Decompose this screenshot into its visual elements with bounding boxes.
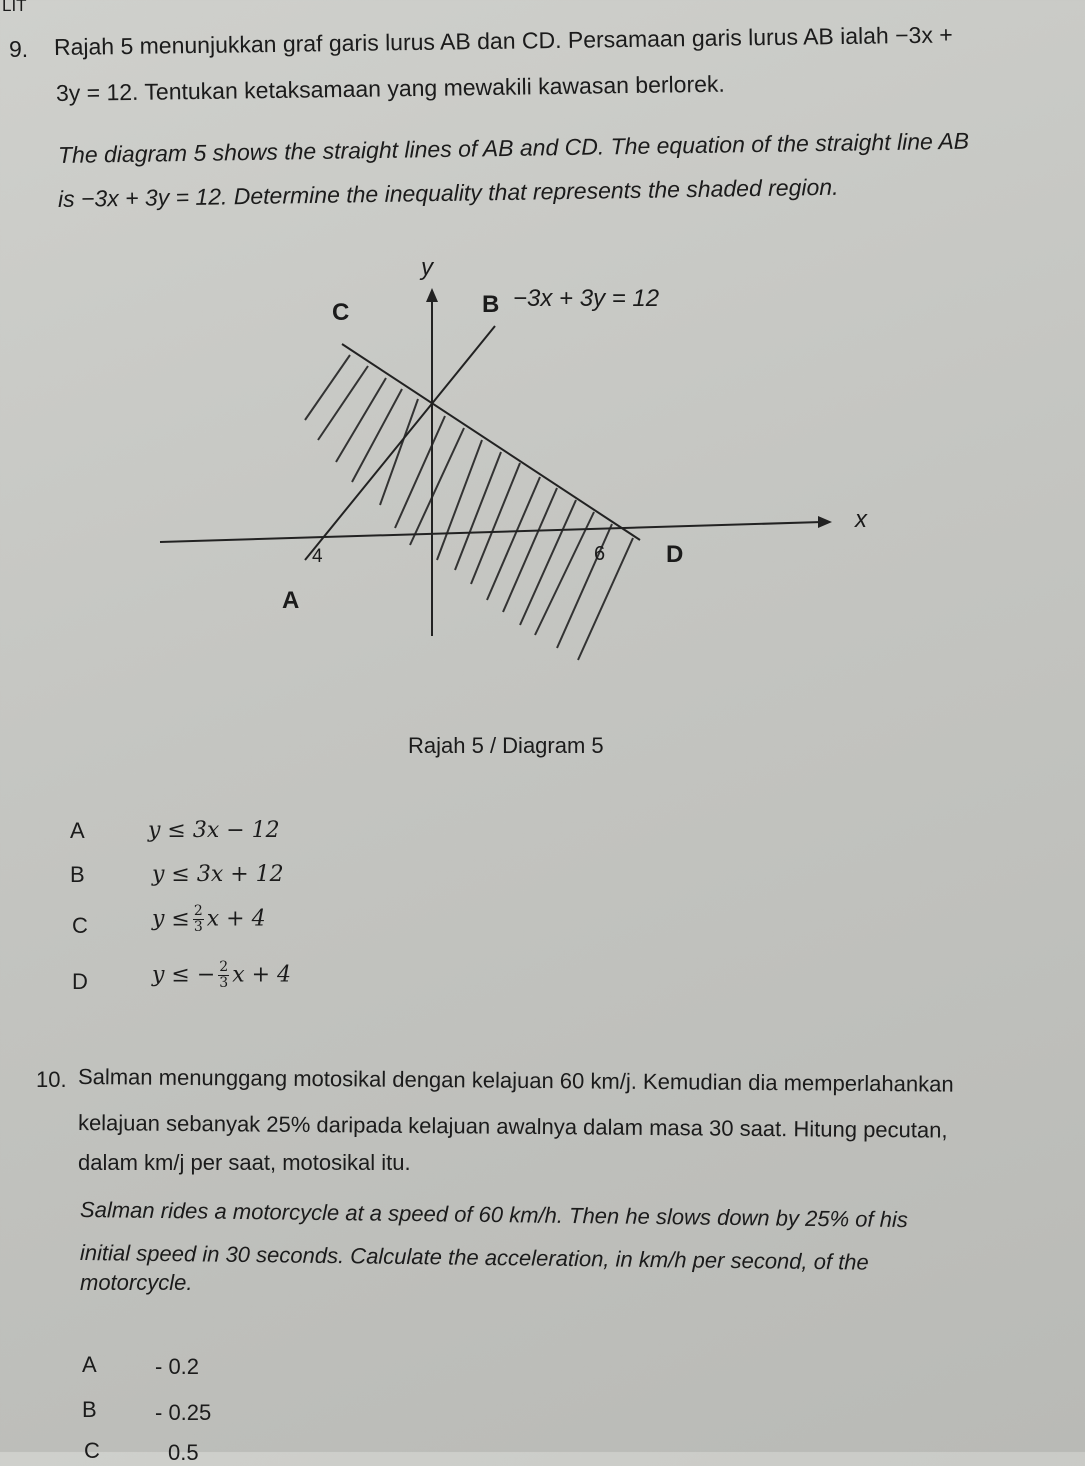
q10-english-line1: Salman rides a motorcycle at a speed of 60 km/h. Then he slows down by 25% of his	[79, 1197, 908, 1233]
line-cd	[342, 344, 640, 540]
q9-english-line1: The diagram 5 shows the straight lines of AB and CD. The equation of the straight line AB	[57, 127, 970, 168]
q9-malay-line1: Rajah 5 menunjukkan graf garis lurus AB dan CD. Persamaan garis lurus AB ialah −3x +	[53, 21, 953, 60]
x-axis	[160, 522, 822, 542]
diagram-caption: Rajah 5 / Diagram 5	[408, 733, 604, 758]
q10-option-c-value: 0.5	[168, 1440, 199, 1465]
point-c-label: C	[332, 299, 350, 326]
q9-option-d-letter: D	[72, 969, 88, 994]
q10-option-a-value: - 0.2	[155, 1354, 200, 1379]
q9-option-c-expr: y ≤ $\frac{2}{3}$ x + 4	[152, 903, 266, 935]
q9-option-b-expr: y ≤ 3x + 12	[152, 862, 284, 887]
q10-number: 10.	[36, 1067, 67, 1092]
q10-english-line2: initial speed in 30 seconds. Calculate the acceleration, in km/h per second, of the	[79, 1240, 869, 1275]
tick-6-label: 6	[594, 543, 606, 565]
q9-option-a-letter: A	[70, 818, 85, 843]
q9-option-a-expr: y ≤ 3x − 12	[148, 818, 280, 843]
line-ab	[305, 326, 495, 560]
x-axis-label: x	[855, 506, 867, 533]
q10-option-c-letter: C	[84, 1438, 100, 1463]
q9-number: 9.	[9, 36, 29, 62]
q10-option-b-value: - 0.25	[155, 1400, 212, 1425]
q9-malay-line2: 3y = 12. Tentukan ketaksamaan yang mewakili kawasan berlorek.	[55, 70, 725, 106]
q10-malay-line3: dalam km/j per saat, motosikal itu.	[78, 1150, 411, 1175]
q10-option-b-letter: B	[82, 1397, 97, 1422]
equation-label: −3x + 3y = 12	[513, 285, 660, 312]
q10-malay-line2: kelajuan sebanyak 25% daripada kelajuan awalnya dalam masa 30 saat. Hitung pecutan,	[77, 1110, 948, 1143]
q9-option-c-letter: C	[72, 913, 88, 938]
q10-malay-line1: Salman menunggang motosikal dengan kelajuan 60 km/j. Kemudian dia memperlahankan	[77, 1064, 954, 1097]
point-a-label: A	[282, 587, 300, 614]
point-b-label: B	[482, 291, 500, 318]
q9-option-b-letter: B	[70, 862, 85, 887]
tick-4-label: 4	[312, 546, 323, 567]
q10-option-a-letter: A	[82, 1352, 97, 1377]
q10-english-line3: motorcycle.	[80, 1270, 193, 1295]
point-d-label: D	[666, 541, 684, 568]
header-text: LIT	[2, 0, 27, 15]
q9-english-line2: is −3x + 3y = 12. Determine the inequality that represents the shaded region.	[57, 173, 839, 212]
q9-option-d-expr: y ≤ − $\frac{2}{3}$ x + 4	[152, 959, 292, 991]
y-axis-label: y	[421, 254, 433, 281]
